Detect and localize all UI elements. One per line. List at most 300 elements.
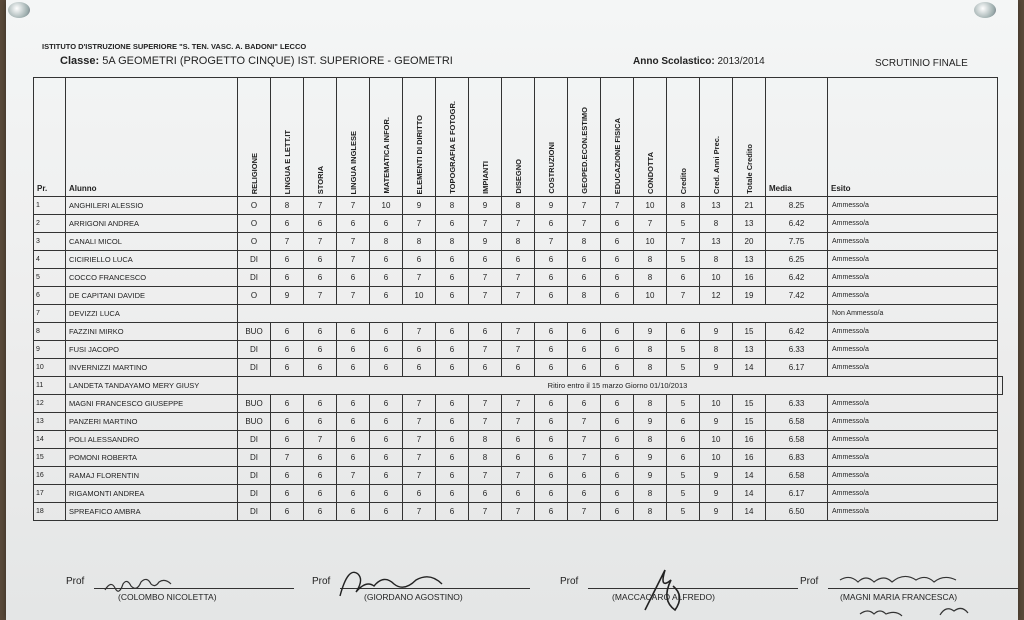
grade-cell: 12 [700, 287, 733, 305]
grade-cell: 13 [700, 197, 733, 215]
grade-cell: 13 [733, 251, 766, 269]
grade-cell: 6 [502, 449, 535, 467]
grade-cell: BUO [238, 413, 271, 431]
grade-cell: 7 [469, 395, 502, 413]
grade-cell: 6 [271, 395, 304, 413]
grade-cell: 9 [535, 197, 568, 215]
grade-cell: 7 [403, 215, 436, 233]
grade-cell: 19 [733, 287, 766, 305]
grade-cell: 6 [667, 413, 700, 431]
grade-cell: 6 [601, 395, 634, 413]
grade-cell: 7 [601, 197, 634, 215]
grade-cell: 6 [436, 449, 469, 467]
grade-cell: 6 [469, 359, 502, 377]
grade-cell: 14 [733, 485, 766, 503]
result-cell: Ammesso/a [828, 467, 998, 485]
grade-cell: 6 [535, 341, 568, 359]
grade-cell: 9 [403, 197, 436, 215]
grade-cell: BUO [238, 395, 271, 413]
student-name: POMONI ROBERTA [66, 449, 238, 467]
average-cell: 6.58 [766, 431, 828, 449]
grade-cell: 6 [568, 485, 601, 503]
grade-cell: 7 [271, 233, 304, 251]
grade-cell: 9 [634, 323, 667, 341]
grade-cell: 5 [667, 485, 700, 503]
grade-cell: O [238, 215, 271, 233]
signatory-name: (MAGNI MARIA FRANCESCA) [840, 592, 958, 602]
result-cell: Ammesso/a [828, 485, 998, 503]
grade-cell: BUO [238, 323, 271, 341]
column-header-alunno: Alunno [66, 78, 238, 197]
grade-cell: 6 [370, 341, 403, 359]
grade-cell: 8 [700, 215, 733, 233]
grade-cell: 6 [337, 215, 370, 233]
grade-cell: 6 [601, 449, 634, 467]
column-header-subject: COSTRUZIONI [535, 78, 568, 197]
grade-cell: 6 [271, 215, 304, 233]
grade-cell: 6 [337, 323, 370, 341]
result-cell: Ammesso/a [828, 503, 998, 521]
grade-cell: 7 [568, 503, 601, 521]
signatory-name: (GIORDANO AGOSTINO) [364, 592, 463, 602]
grade-cell: 6 [370, 503, 403, 521]
grade-cell: 9 [700, 323, 733, 341]
signatory-name: (MACCACARO ALFREDO) [612, 592, 715, 602]
grade-cell: 7 [271, 449, 304, 467]
signature-label: Prof [66, 576, 85, 587]
grade-cell: 6 [535, 449, 568, 467]
grade-cell: 9 [634, 449, 667, 467]
grade-cell: 7 [403, 413, 436, 431]
grade-cell: 8 [568, 233, 601, 251]
institute-name: ISTITUTO D'ISTRUZIONE SUPERIORE "S. TEN. VASC. A. BADONI" LECCO [42, 42, 307, 51]
grade-cell: 6 [370, 485, 403, 503]
grade-cell: 6 [304, 449, 337, 467]
grade-cell: 6 [436, 269, 469, 287]
grade-cell: 7 [337, 467, 370, 485]
grade-cell: 21 [733, 197, 766, 215]
grade-cell: 10 [700, 431, 733, 449]
grade-cell: 6 [535, 467, 568, 485]
average-cell: 6.17 [766, 359, 828, 377]
grade-cell: 9 [700, 485, 733, 503]
average-cell: 6.83 [766, 449, 828, 467]
grade-cell: 6 [568, 341, 601, 359]
grade-cell: 6 [535, 287, 568, 305]
grade-cell: 10 [700, 269, 733, 287]
grade-cell: 6 [436, 251, 469, 269]
column-header-pr: Pr. [34, 78, 66, 197]
column-header-subject: CONDOTTA [634, 78, 667, 197]
grade-cell: 6 [568, 323, 601, 341]
average-cell: 6.33 [766, 395, 828, 413]
grade-cell: 6 [436, 359, 469, 377]
signature-label: Prof [560, 576, 579, 587]
average-cell: 6.50 [766, 503, 828, 521]
grade-cell: 6 [601, 503, 634, 521]
student-name: RIGAMONTI ANDREA [66, 485, 238, 503]
grade-cell: 9 [634, 467, 667, 485]
grade-cell: 6 [436, 413, 469, 431]
grade-cell: 6 [667, 431, 700, 449]
grade-cell: 7 [502, 287, 535, 305]
grade-cell: 6 [601, 359, 634, 377]
result-cell: Ammesso/a [828, 341, 998, 359]
grade-cell: 6 [535, 215, 568, 233]
average-cell: 8.25 [766, 197, 828, 215]
grade-cell: 6 [436, 395, 469, 413]
grade-cell: 6 [304, 503, 337, 521]
grade-cell: 6 [601, 269, 634, 287]
year-label: Anno Scolastico: [633, 56, 715, 67]
grade-cell: 7 [568, 431, 601, 449]
row-number: 5 [34, 269, 66, 287]
student-name: ANGHILERI ALESSIO [66, 197, 238, 215]
grade-cell: 6 [436, 215, 469, 233]
grade-cell: 7 [469, 341, 502, 359]
student-name: DE CAPITANI DAVIDE [66, 287, 238, 305]
column-header-subject: Totale Credito [733, 78, 766, 197]
grade-cell: 10 [634, 233, 667, 251]
grade-cell: 6 [271, 251, 304, 269]
grade-cell: 5 [667, 341, 700, 359]
student-name: SPREAFICO AMBRA [66, 503, 238, 521]
grade-cell: 7 [304, 431, 337, 449]
grade-cell: 7 [337, 197, 370, 215]
column-header-subject: GEOPED.ECON.ESTIMO [568, 78, 601, 197]
grade-cell: DI [238, 341, 271, 359]
grade-cell: 6 [271, 359, 304, 377]
student-name: CICIRIELLO LUCA [66, 251, 238, 269]
student-name: RAMAJ FLORENTIN [66, 467, 238, 485]
grade-cell: 6 [271, 269, 304, 287]
grade-cell: 7 [568, 413, 601, 431]
row-number: 13 [34, 413, 66, 431]
grade-cell: 6 [535, 431, 568, 449]
grade-cell: 6 [502, 359, 535, 377]
grade-cell: 7 [502, 503, 535, 521]
grade-cell: 6 [535, 485, 568, 503]
grade-cell: 5 [667, 251, 700, 269]
row-number: 17 [34, 485, 66, 503]
average-cell: 6.17 [766, 485, 828, 503]
grade-cell: 6 [535, 395, 568, 413]
grade-cell: 6 [601, 251, 634, 269]
grade-cell: 6 [601, 341, 634, 359]
grade-cell: 10 [700, 449, 733, 467]
column-header-subject: RELIGIONE [238, 78, 271, 197]
grade-cell: 6 [601, 233, 634, 251]
grade-cell: 7 [469, 215, 502, 233]
grade-cell: 6 [535, 359, 568, 377]
grade-cell: 6 [337, 341, 370, 359]
grade-cell: 6 [535, 251, 568, 269]
grade-cell: 6 [271, 431, 304, 449]
average-cell: 6.42 [766, 323, 828, 341]
grade-cell: 6 [304, 323, 337, 341]
grade-cell: 14 [733, 503, 766, 521]
grade-cell: 6 [271, 323, 304, 341]
row-number: 15 [34, 449, 66, 467]
row-number: 1 [34, 197, 66, 215]
grade-cell: 7 [667, 233, 700, 251]
average-cell: 6.58 [766, 467, 828, 485]
grade-cell: 6 [370, 287, 403, 305]
student-name: FAZZINI MIRKO [66, 323, 238, 341]
row-number: 16 [34, 467, 66, 485]
grade-cell: 6 [568, 359, 601, 377]
grade-cell: 6 [568, 251, 601, 269]
grade-cell: 7 [568, 215, 601, 233]
result-cell: Ammesso/a [828, 287, 998, 305]
result-cell: Ammesso/a [828, 215, 998, 233]
result-cell: Ammesso/a [828, 269, 998, 287]
grade-cell: 6 [370, 431, 403, 449]
grade-cell: 6 [271, 467, 304, 485]
grade-cell: 7 [304, 233, 337, 251]
result-cell: Ammesso/a [828, 251, 998, 269]
student-name: MAGNI FRANCESCO GIUSEPPE [66, 395, 238, 413]
column-header-subject: TOPOGRAFIA E FOTOGR. [436, 78, 469, 197]
signature-label: Prof [312, 576, 331, 587]
grade-cell: 6 [403, 341, 436, 359]
average-cell: 7.75 [766, 233, 828, 251]
grade-cell: 6 [337, 449, 370, 467]
grade-cell: 8 [634, 395, 667, 413]
grade-cell: 7 [568, 197, 601, 215]
grade-cell: 10 [634, 287, 667, 305]
grade-cell: 6 [469, 251, 502, 269]
grade-cell: 13 [733, 215, 766, 233]
grade-cell: 6 [370, 449, 403, 467]
average-cell: 7.42 [766, 287, 828, 305]
column-header-subject: Cred. Anni Prec. [700, 78, 733, 197]
student-name: COCCO FRANCESCO [66, 269, 238, 287]
grade-cell: O [238, 287, 271, 305]
grade-cell: 7 [502, 413, 535, 431]
average-cell: 6.33 [766, 341, 828, 359]
grade-cell: 7 [667, 287, 700, 305]
grade-cell: 7 [535, 233, 568, 251]
grade-cell: 7 [502, 269, 535, 287]
grade-cell: 13 [700, 233, 733, 251]
grade-cell: 7 [403, 431, 436, 449]
grade-cell: 6 [403, 359, 436, 377]
grade-cell: 6 [436, 503, 469, 521]
grade-cell: 6 [601, 431, 634, 449]
grade-cell: 6 [370, 215, 403, 233]
grade-cell: 8 [634, 251, 667, 269]
grade-cell: 8 [634, 431, 667, 449]
student-name: DEVIZZI LUCA [66, 305, 238, 323]
grade-cell: 6 [469, 323, 502, 341]
grade-cell: 6 [304, 485, 337, 503]
grade-cell: 10 [370, 197, 403, 215]
grade-cell: 6 [304, 467, 337, 485]
grade-cell: 10 [634, 197, 667, 215]
grade-cell: 6 [304, 395, 337, 413]
grade-cell: 6 [502, 431, 535, 449]
result-cell: Ammesso/a [828, 323, 998, 341]
grade-cell: 6 [271, 341, 304, 359]
grade-cell: 6 [403, 485, 436, 503]
grade-cell: 7 [403, 269, 436, 287]
grade-cell: 7 [403, 323, 436, 341]
grade-cell: 7 [337, 287, 370, 305]
grade-cell: O [238, 233, 271, 251]
student-name: FUSI JACOPO [66, 341, 238, 359]
row-number: 3 [34, 233, 66, 251]
grade-cell: 7 [469, 467, 502, 485]
grade-cell: 16 [733, 449, 766, 467]
grade-cell: 15 [733, 395, 766, 413]
row-number: 14 [34, 431, 66, 449]
column-header-subject: IMPIANTI [469, 78, 502, 197]
grade-cell: 6 [370, 467, 403, 485]
grade-cell: 6 [535, 503, 568, 521]
grade-cell: DI [238, 269, 271, 287]
grade-cell: 6 [436, 323, 469, 341]
grade-cell: 8 [370, 233, 403, 251]
grade-cell: 6 [535, 269, 568, 287]
grade-cell: 8 [436, 233, 469, 251]
grade-cell: DI [238, 449, 271, 467]
grade-cell: 6 [601, 485, 634, 503]
column-header-media: Media [766, 78, 828, 197]
grade-cell: 7 [403, 503, 436, 521]
grade-cell: 6 [667, 269, 700, 287]
grade-cell: 6 [502, 485, 535, 503]
grade-cell: 7 [337, 251, 370, 269]
row-number: 7 [34, 305, 66, 323]
grade-cell: DI [238, 359, 271, 377]
withdrawal-note: Ritiro entro il 15 marzo Giorno 01/10/2013 [238, 377, 998, 395]
grade-cell: 6 [502, 251, 535, 269]
grade-cell: 6 [271, 413, 304, 431]
student-name: LANDETA TANDAYAMO MERY GIUSY [66, 377, 238, 395]
grade-cell: 7 [403, 395, 436, 413]
row-number: 12 [34, 395, 66, 413]
grade-cell: 6 [271, 485, 304, 503]
row-number: 2 [34, 215, 66, 233]
grade-cell: 7 [469, 287, 502, 305]
grade-cell: 8 [469, 449, 502, 467]
grade-cell: DI [238, 485, 271, 503]
grade-cell: 6 [667, 449, 700, 467]
result-cell: Ammesso/a [828, 395, 998, 413]
row-number: 8 [34, 323, 66, 341]
grade-cell: 6 [337, 503, 370, 521]
average-cell: 6.58 [766, 413, 828, 431]
grade-cell: 6 [370, 251, 403, 269]
column-header-subject: DISEGNO [502, 78, 535, 197]
grade-cell: 8 [634, 269, 667, 287]
grade-cell: 6 [535, 323, 568, 341]
row-number: 18 [34, 503, 66, 521]
grade-cell: 6 [535, 413, 568, 431]
grade-cell: 6 [370, 359, 403, 377]
grade-cell: 6 [304, 341, 337, 359]
row-number: 6 [34, 287, 66, 305]
grade-cell: 8 [634, 503, 667, 521]
grade-cell: 6 [370, 323, 403, 341]
row-number: 9 [34, 341, 66, 359]
grade-cell: 6 [568, 467, 601, 485]
signature-label: Prof [800, 576, 819, 587]
grade-cell: O [238, 197, 271, 215]
grade-cell: 6 [337, 395, 370, 413]
grade-cell: 8 [700, 341, 733, 359]
student-name: ARRIGONI ANDREA [66, 215, 238, 233]
student-name: INVERNIZZI MARTINO [66, 359, 238, 377]
grade-cell: 6 [568, 395, 601, 413]
grade-cell: 7 [502, 395, 535, 413]
grade-cell: 7 [634, 215, 667, 233]
grade-cell: 8 [700, 251, 733, 269]
grade-cell: 7 [469, 413, 502, 431]
grade-cell: 8 [502, 197, 535, 215]
grade-cell: 7 [337, 233, 370, 251]
student-name: CANALI MICOL [66, 233, 238, 251]
grade-cell: 6 [601, 287, 634, 305]
grade-cell: 6 [337, 431, 370, 449]
column-header-subject: STORIA [304, 78, 337, 197]
grade-cell: 14 [733, 467, 766, 485]
grade-cell: 8 [502, 233, 535, 251]
grade-cell: 7 [403, 449, 436, 467]
grade-cell: 9 [271, 287, 304, 305]
grade-cell: 6 [601, 215, 634, 233]
grade-cell: 8 [436, 197, 469, 215]
grade-cell: 6 [304, 251, 337, 269]
result-cell: Non Ammesso/a [828, 305, 998, 323]
year-value: 2013/2014 [717, 56, 765, 67]
grade-cell: 5 [667, 503, 700, 521]
column-header-subject: MATEMATICA INFOR. [370, 78, 403, 197]
result-cell: Ammesso/a [828, 449, 998, 467]
grade-cell: 6 [601, 323, 634, 341]
grade-cell: DI [238, 251, 271, 269]
grade-cell: 9 [700, 467, 733, 485]
grade-cell: 5 [667, 395, 700, 413]
grade-cell: 7 [568, 449, 601, 467]
grade-cell: 6 [304, 215, 337, 233]
average-cell: 6.25 [766, 251, 828, 269]
column-header-esito: Esito [828, 78, 998, 197]
grade-cell: 9 [469, 197, 502, 215]
document-title: SCRUTINIO FINALE [875, 58, 968, 69]
column-header-subject: ELEMENTI DI DIRITTO [403, 78, 436, 197]
grade-cell: 16 [733, 269, 766, 287]
grade-cell: 6 [304, 269, 337, 287]
grade-cell: DI [238, 431, 271, 449]
grade-cell: 6 [436, 287, 469, 305]
grade-cell: 6 [436, 485, 469, 503]
grade-cell: 6 [436, 431, 469, 449]
grade-cell: 5 [667, 359, 700, 377]
row-number: 11 [34, 377, 66, 395]
row-number: 10 [34, 359, 66, 377]
grade-cell: 7 [502, 341, 535, 359]
grade-cell: 9 [700, 359, 733, 377]
grade-cell: 8 [634, 341, 667, 359]
grade-cell: 7 [502, 323, 535, 341]
class-label: Classe: [60, 55, 100, 67]
grade-cell: 15 [733, 323, 766, 341]
column-header-subject: LINGUA INGLESE [337, 78, 370, 197]
grade-cell: 9 [634, 413, 667, 431]
grade-cell: 8 [568, 287, 601, 305]
